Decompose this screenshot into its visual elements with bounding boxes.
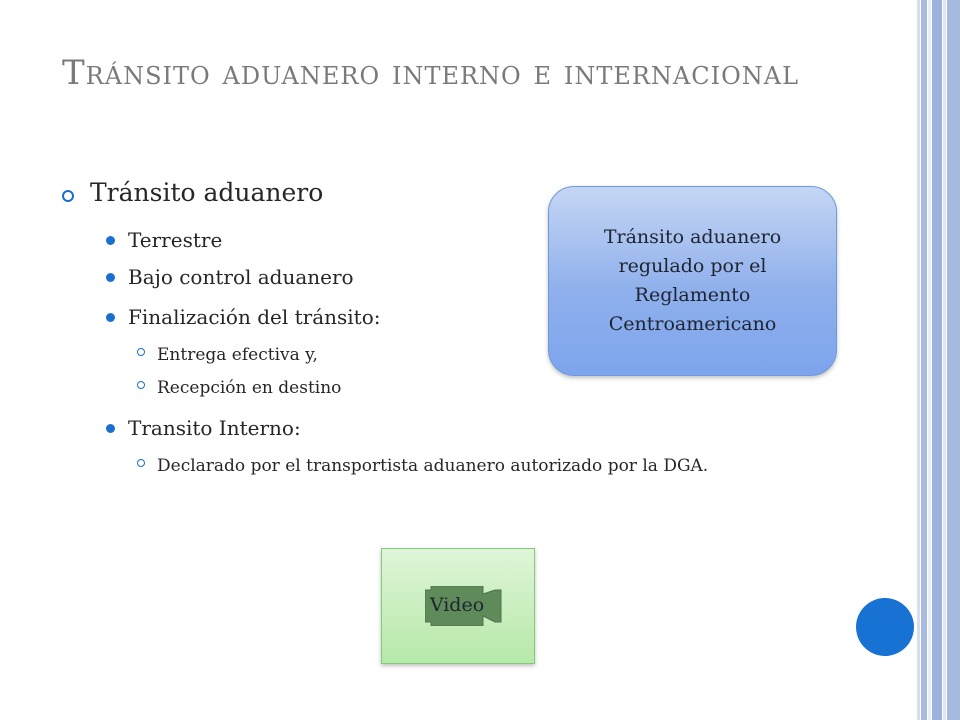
decorative-edge-stripe — [917, 0, 920, 720]
sub-list-item-label: Recepción en destino — [157, 378, 342, 398]
ring-bullet-icon — [62, 190, 74, 202]
decorative-edge-stripe — [943, 0, 946, 720]
list-item-label: Finalización del tránsito: — [128, 305, 381, 329]
list-item-label: Bajo control aduanero — [128, 265, 354, 289]
heading-text: Tránsito aduanero — [90, 178, 324, 207]
ring-bullet-icon — [137, 381, 145, 389]
list-item-label: Transito Interno: — [128, 416, 301, 440]
dot-bullet-icon — [106, 313, 115, 322]
dot-bullet-icon — [106, 273, 115, 282]
decorative-edge-stripe — [928, 0, 931, 720]
decorative-edge-stripe — [921, 0, 927, 720]
callout-box — [548, 186, 837, 376]
video-button-label: Video — [429, 594, 485, 616]
ring-bullet-icon — [137, 348, 145, 356]
list-item-label: Terrestre — [128, 228, 223, 252]
decorative-circle — [856, 598, 914, 656]
dot-bullet-icon — [106, 236, 115, 245]
dot-bullet-icon — [106, 424, 115, 433]
sub-list-item-label: Entrega efectiva y, — [157, 345, 318, 365]
ring-bullet-icon — [137, 459, 145, 467]
decorative-edge-stripe — [947, 0, 960, 720]
callout-text: Tránsito aduanero regulado por el Reglamento Centroamericano — [603, 226, 782, 335]
slide-title: Tránsito aduanero interno e internacional — [62, 53, 800, 93]
decorative-edge-stripe — [932, 0, 942, 720]
sub-list-item-label: Declarado por el transportista aduanero autorizado por la DGA. — [157, 456, 709, 476]
